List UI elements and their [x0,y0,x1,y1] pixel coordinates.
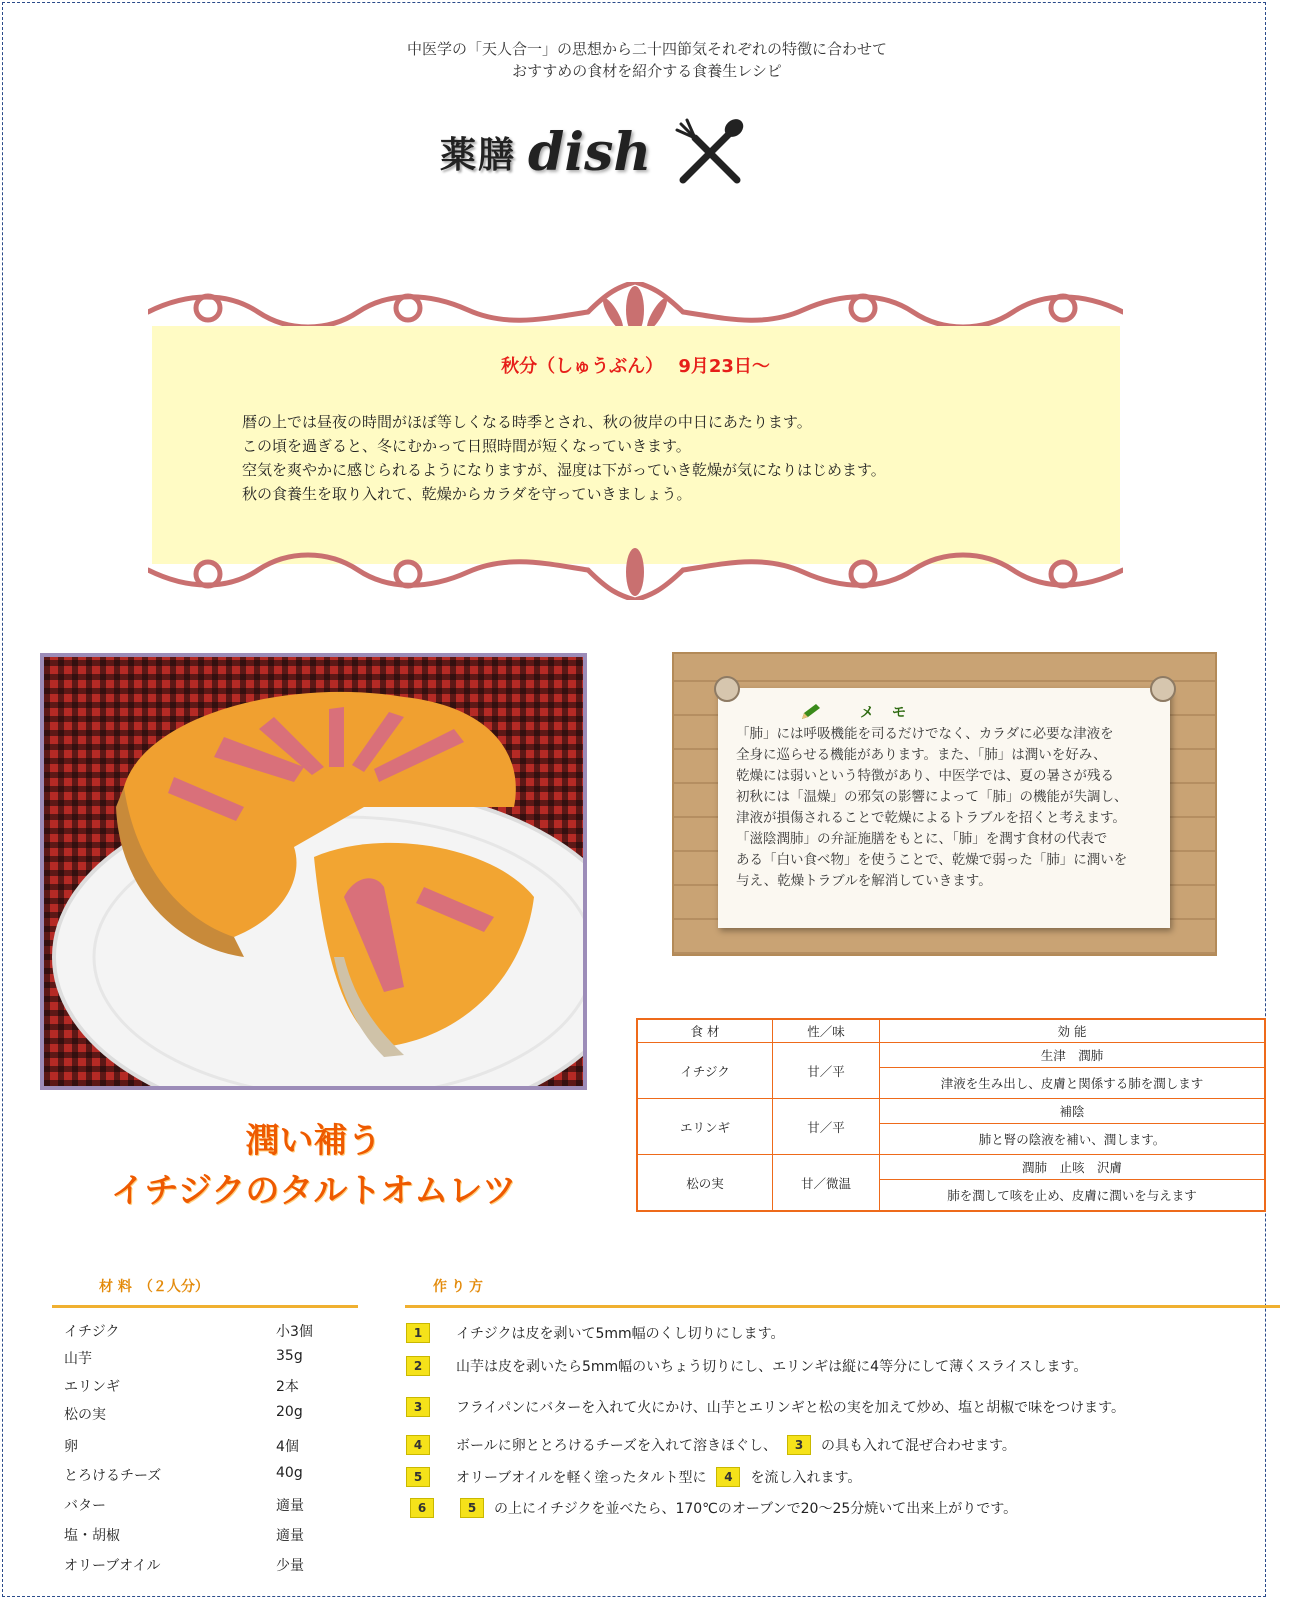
step-text: を流し入れます。 [750,1470,862,1486]
ingredient-name: 松の実 [64,1407,106,1423]
ingredient-row [64,1436,334,1456]
ingredient-qty: 適量 [276,1498,304,1514]
ingredient-name: とろけるチーズ [64,1468,162,1484]
step-text: ボールに卵ととろけるチーズを入れて溶きほぐし、 [456,1438,778,1454]
step-number: 2 [406,1356,430,1376]
ingredient-name: エリンギ [64,1379,120,1395]
ingredients-rule [52,1305,358,1308]
brand-word: dish [528,121,652,183]
step-reference: 4 [716,1467,740,1487]
memo-board [672,652,1217,956]
ingredient-row [64,1495,334,1515]
nature-cell: 甘／平 [773,1099,880,1155]
ingredient-qty: 35g [276,1348,303,1364]
step-text: 山芋は皮を剥いたら5mm幅のいちょう切りにし、エリンギは縦に4等分にして薄くスライスします。 [456,1359,1088,1375]
step-text: オリーブオイルを軽く塗ったタルト型に [456,1470,707,1486]
intro-text [0,38,1294,82]
memo-line: ある「白い食べ物」を使うことで、乾燥で弱った「肺」に潤いを [736,852,1128,868]
ingredient-row [64,1555,334,1575]
ingredient-qty: 少量 [276,1558,304,1574]
step-number: 4 [406,1435,430,1455]
ingredient-row [64,1404,334,1424]
memo-line: 津液が損傷されることで乾燥によるトラブルを招くと考えます。 [736,810,1126,826]
ingredient-name: バター [64,1498,106,1514]
season-card [148,282,1123,602]
steps-rule [405,1305,1280,1308]
season-line: 秋の食養生を取り入れて、乾燥からカラダを守っていきましょう。 [242,485,692,503]
memo-heading [800,702,924,722]
step-item [410,1498,1017,1518]
food-cell: イチジク [637,1043,773,1099]
memo-line: 初秋には「温燥」の邪気の影響によって「肺」の機能が失調し、 [736,789,1128,805]
step-reference: 5 [460,1498,484,1518]
ingredient-qty: 4個 [276,1439,299,1455]
brand-kanji: 薬膳 [440,133,517,176]
pencil-icon [800,703,822,721]
desc-cell: 肺と腎の陰液を補い、潤します。 [880,1124,1266,1155]
table-header: 効 能 [880,1019,1266,1043]
season-line: 空気を爽やかに感じられるようになりますが、湿度は下がっていき乾燥が気になりはじめます。 [242,461,886,479]
ingredient-row [64,1321,334,1341]
season-line: 暦の上では昼夜の時間がほぼ等しくなる時季とされ、秋の彼岸の中日にあたります。 [242,413,812,431]
ingredient-name: 卵 [64,1439,78,1455]
memo-line: 与え、乾燥トラブルを解消していきます。 [736,873,992,889]
ingredient-qty: 適量 [276,1528,304,1544]
season-line: この頃を過ぎると、冬にむかって日照時間が短くなっていきます。 [242,437,691,455]
ingredient-name: 山芋 [64,1351,92,1367]
memo-line: 「滋陰潤肺」の弁証施膳をもとに、「肺」を潤す食材の代表で [736,831,1108,847]
pin-icon [1150,676,1176,702]
step-text: イチジクは皮を剥いて5mm幅のくし切りにします。 [456,1326,785,1342]
dish-title-line: イチジクのタルトオムレツ [110,1171,517,1211]
nature-cell: 甘／微温 [773,1155,880,1212]
ingredient-row [64,1376,334,1396]
step-text: フライパンにバターを入れて火にかけ、山芋とエリンギと松の実を加えて炒め、塩と胡椒で味をつけます。 [456,1400,1126,1416]
ingredient-qty: 2本 [276,1379,299,1395]
nature-cell: 甘／平 [773,1043,880,1099]
desc-cell: 津液を生み出し、皮膚と関係する肺を潤します [880,1068,1266,1099]
steps-heading: 作り方 [433,1279,487,1295]
step-text: の上にイチジクを並べたら、170℃のオーブンで20～25分焼いて出来上がりです。 [494,1501,1018,1517]
season-title: 秋分（しゅうぶん） 9月23日～ [501,356,770,377]
ingredient-qty: 20g [276,1404,303,1420]
step-number: 5 [406,1467,430,1487]
effect-cell: 生津 潤肺 [880,1043,1266,1068]
table-header: 食 材 [637,1019,773,1043]
step-number: 1 [406,1323,430,1343]
effect-cell: 補陰 [880,1099,1266,1124]
step-item [406,1397,1125,1417]
brand-logo [440,112,751,192]
table-header: 性／味 [773,1019,880,1043]
tart-illustration [44,657,583,1086]
bottom-ornament [148,540,1123,600]
step-item [406,1356,1087,1376]
step-item [406,1467,861,1487]
herb-table [636,1018,1266,1212]
fork-spoon-icon [671,116,751,188]
memo-line: 全身に巡らせる機能があります。また、「肺」は潤いを好み、 [736,747,1107,763]
desc-cell: 肺を潤して咳を止め、皮膚に潤いを与えます [880,1180,1266,1212]
ingredient-row [64,1525,334,1545]
step-text: の具も入れて混ぜ合わせます。 [821,1438,1016,1454]
memo-heading-text: メモ [860,705,924,721]
ingredient-qty: 40g [276,1465,303,1481]
pin-icon [714,676,740,702]
dish-title [40,1116,587,1216]
step-number: 3 [406,1397,430,1417]
step-item [406,1323,785,1343]
season-body [242,410,886,506]
memo-line: 「肺」には呼吸機能を司るだけでなく、カラダに必要な津液を [736,726,1114,742]
ingredient-name: オリーブオイル [64,1558,161,1574]
dish-photo [40,653,587,1090]
food-cell: エリンギ [637,1099,773,1155]
dish-title-line: 潤い補う [245,1121,382,1161]
ingredient-name: イチジク [64,1324,120,1340]
ingredient-row [64,1348,334,1368]
ingredient-row [64,1465,334,1485]
step-reference: 3 [787,1435,811,1455]
memo-text [736,724,1128,892]
memo-line: 乾燥には弱いという特徴があり、中医学では、夏の暑さが残る [736,768,1114,784]
intro-line: おすすめの食材を紹介する食養生レシピ [512,62,782,80]
ingredient-name: 塩・胡椒 [64,1528,120,1544]
step-number: 6 [410,1498,434,1518]
food-cell: 松の実 [637,1155,773,1212]
step-item [406,1435,1016,1455]
ingredients-heading: 材 料 （２人分） [99,1279,209,1295]
effect-cell: 潤肺 止咳 沢膚 [880,1155,1266,1180]
intro-line: 中医学の「天人合一」の思想から二十四節気それぞれの特徴に合わせて [406,40,887,58]
ingredient-qty: 小3個 [276,1324,313,1340]
